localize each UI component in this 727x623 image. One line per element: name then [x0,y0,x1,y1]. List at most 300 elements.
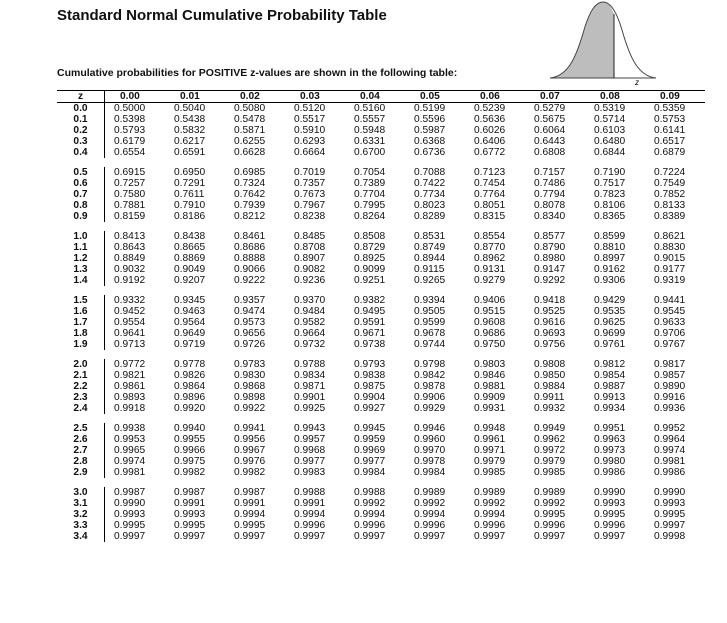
probability-cell: 0.5040 [174,103,206,114]
probability-cell: 0.8708 [294,242,326,253]
probability-cell: 0.9713 [114,339,146,350]
probability-cell: 0.9995 [534,509,566,520]
probability-cell: 0.9989 [474,487,506,498]
probability-cell: 0.9656 [234,328,266,339]
probability-cell: 0.9177 [654,264,686,275]
probability-cell: 0.9976 [234,456,266,467]
probability-cell: 0.9997 [594,531,626,542]
probability-cell: 0.9850 [534,370,566,381]
probability-cell: 0.9985 [534,467,566,478]
probability-cell: 0.6985 [234,167,266,178]
header-col: 0.08 [600,91,620,102]
probability-cell: 0.9817 [654,359,686,370]
probability-cell: 0.9920 [174,403,206,414]
probability-cell: 0.6368 [414,136,446,147]
probability-cell: 0.9857 [654,370,686,381]
probability-cell: 0.9808 [534,359,566,370]
row-z-value: 1.5 [57,295,105,306]
probability-cell: 0.9812 [594,359,626,370]
row-z-value: 3.1 [57,498,105,509]
probability-cell: 0.9989 [534,487,566,498]
probability-cell: 0.9982 [174,467,206,478]
table-row [57,423,705,434]
probability-cell: 0.9980 [594,456,626,467]
probability-cell: 0.9962 [534,434,566,445]
probability-cell: 0.8315 [474,211,506,222]
probability-cell: 0.9147 [534,264,566,275]
probability-cell: 0.9616 [534,317,566,328]
probability-cell: 0.9732 [294,339,326,350]
probability-cell: 0.9898 [234,392,266,403]
probability-cell: 0.9868 [234,381,266,392]
normal-curve-illustration [548,0,658,86]
probability-cell: 0.9881 [474,381,506,392]
probability-cell: 0.6808 [534,147,566,158]
row-z-value: 0.4 [57,147,105,158]
probability-cell: 0.8133 [654,200,686,211]
probability-cell: 0.8186 [174,211,206,222]
probability-cell: 0.9992 [534,498,566,509]
probability-cell: 0.9778 [174,359,206,370]
probability-cell: 0.8289 [414,211,446,222]
probability-cell: 0.9192 [114,275,146,286]
probability-cell: 0.9633 [654,317,686,328]
probability-cell: 0.8508 [354,231,386,242]
probability-cell: 0.9994 [414,509,446,520]
probability-cell: 0.9982 [234,467,266,478]
probability-cell: 0.7422 [414,178,446,189]
row-z-value: 2.5 [57,423,105,434]
row-z-value: 3.4 [57,531,105,542]
table-row [57,231,705,242]
probability-cell: 0.6480 [594,136,626,147]
probability-cell: 0.8078 [534,200,566,211]
probability-cell: 0.9967 [234,445,266,456]
probability-cell: 0.8749 [414,242,446,253]
probability-cell: 0.9997 [174,531,206,542]
probability-cell: 0.7454 [474,178,506,189]
probability-cell: 0.9582 [294,317,326,328]
probability-cell: 0.8413 [114,231,146,242]
probability-cell: 0.8944 [414,253,446,264]
header-col: 0.09 [660,91,680,102]
probability-cell: 0.9099 [354,264,386,275]
probability-cell: 0.9887 [594,381,626,392]
probability-cell: 0.9032 [114,264,146,275]
row-z-value: 2.8 [57,456,105,467]
table-row [57,467,705,478]
probability-cell: 0.9993 [114,509,146,520]
probability-cell: 0.9993 [174,509,206,520]
probability-cell: 0.7939 [234,200,266,211]
probability-cell: 0.7734 [414,189,446,200]
probability-cell: 0.5000 [114,103,146,114]
table-row [57,189,705,200]
probability-cell: 0.7357 [294,178,326,189]
probability-cell: 0.8869 [174,253,206,264]
probability-cell: 0.9875 [354,381,386,392]
probability-cell: 0.8212 [234,211,266,222]
probability-cell: 0.9927 [354,403,386,414]
probability-cell: 0.9995 [654,509,686,520]
probability-cell: 0.9846 [474,370,506,381]
probability-cell: 0.8485 [294,231,326,242]
probability-cell: 0.9986 [594,467,626,478]
probability-cell: 0.8340 [534,211,566,222]
probability-cell: 0.9993 [654,498,686,509]
row-z-value: 1.3 [57,264,105,275]
probability-cell: 0.9515 [474,306,506,317]
probability-cell: 0.9761 [594,339,626,350]
probability-cell: 0.9996 [414,520,446,531]
probability-cell: 0.9357 [234,295,266,306]
probability-cell: 0.9306 [594,275,626,286]
probability-cell: 0.9793 [354,359,386,370]
probability-cell: 0.9996 [534,520,566,531]
probability-cell: 0.9463 [174,306,206,317]
row-z-value: 1.6 [57,306,105,317]
probability-cell: 0.9963 [594,434,626,445]
probability-cell: 0.8907 [294,253,326,264]
probability-cell: 0.9940 [174,423,206,434]
table-row [57,403,705,414]
row-z-value: 2.7 [57,445,105,456]
probability-cell: 0.9842 [414,370,446,381]
table-header-row [57,90,705,103]
table-row [57,264,705,275]
z-table [57,90,705,551]
probability-cell: 0.8051 [474,200,506,211]
probability-cell: 0.9988 [354,487,386,498]
probability-cell: 0.9956 [234,434,266,445]
probability-cell: 0.9934 [594,403,626,414]
probability-cell: 0.9798 [414,359,446,370]
table-row [57,487,705,498]
probability-cell: 0.9750 [474,339,506,350]
probability-cell: 0.9949 [534,423,566,434]
probability-cell: 0.9998 [654,531,686,542]
probability-cell: 0.9207 [174,275,206,286]
probability-cell: 0.9974 [114,456,146,467]
probability-cell: 0.9932 [534,403,566,414]
probability-cell: 0.8264 [354,211,386,222]
header-col: 0.06 [480,91,500,102]
probability-cell: 0.8665 [174,242,206,253]
probability-cell: 0.8599 [594,231,626,242]
header-col: 0.00 [120,91,140,102]
probability-cell: 0.9987 [234,487,266,498]
probability-cell: 0.9994 [294,509,326,520]
probability-cell: 0.9693 [534,328,566,339]
row-z-value: 3.0 [57,487,105,498]
probability-cell: 0.9996 [294,520,326,531]
probability-cell: 0.8023 [414,200,446,211]
probability-cell: 0.9767 [654,339,686,350]
probability-cell: 0.9279 [474,275,506,286]
table-row [57,339,705,350]
probability-cell: 0.9236 [294,275,326,286]
probability-cell: 0.7486 [534,178,566,189]
probability-cell: 0.9783 [234,359,266,370]
probability-cell: 0.9990 [654,487,686,498]
table-row [57,498,705,509]
table-row [57,306,705,317]
probability-cell: 0.7088 [414,167,446,178]
probability-cell: 0.7224 [654,167,686,178]
probability-cell: 0.7123 [474,167,506,178]
row-z-value: 0.3 [57,136,105,147]
probability-cell: 0.8621 [654,231,686,242]
probability-cell: 0.8790 [534,242,566,253]
probability-cell: 0.9878 [414,381,446,392]
table-row [57,370,705,381]
probability-cell: 0.9131 [474,264,506,275]
table-row [57,328,705,339]
probability-cell: 0.9803 [474,359,506,370]
probability-cell: 0.9985 [474,467,506,478]
probability-cell: 0.9991 [234,498,266,509]
probability-cell: 0.9545 [654,306,686,317]
probability-cell: 0.9505 [414,306,446,317]
probability-cell: 0.9864 [174,381,206,392]
probability-cell: 0.9945 [354,423,386,434]
probability-cell: 0.9983 [294,467,326,478]
probability-cell: 0.9929 [414,403,446,414]
probability-cell: 0.9744 [414,339,446,350]
probability-cell: 0.9965 [114,445,146,456]
probability-cell: 0.9838 [354,370,386,381]
row-group [57,487,705,542]
row-group [57,359,705,414]
probability-cell: 0.9066 [234,264,266,275]
probability-cell: 0.8438 [174,231,206,242]
table-row [57,178,705,189]
table-caption: Cumulative probabilities for POSITIVE z-values are shown in the following table: [57,67,458,79]
probability-cell: 0.9345 [174,295,206,306]
probability-cell: 0.7190 [594,167,626,178]
probability-cell: 0.9990 [594,487,626,498]
probability-cell: 0.7549 [654,178,686,189]
probability-cell: 0.6628 [234,147,266,158]
probability-cell: 0.9993 [594,498,626,509]
probability-cell: 0.9429 [594,295,626,306]
table-row [57,531,705,542]
probability-cell: 0.6844 [594,147,626,158]
probability-cell: 0.9979 [474,456,506,467]
row-z-value: 0.2 [57,125,105,136]
probability-cell: 0.5319 [594,103,626,114]
probability-cell: 0.8925 [354,253,386,264]
probability-cell: 0.9452 [114,306,146,317]
probability-cell: 0.9484 [294,306,326,317]
probability-cell: 0.9418 [534,295,566,306]
probability-cell: 0.9955 [174,434,206,445]
table-row [57,242,705,253]
table-row [57,167,705,178]
probability-cell: 0.9957 [294,434,326,445]
probability-cell: 0.9788 [294,359,326,370]
row-z-value: 0.7 [57,189,105,200]
probability-cell: 0.9997 [414,531,446,542]
probability-cell: 0.9834 [294,370,326,381]
header-col: 0.07 [540,91,560,102]
probability-cell: 0.9992 [474,498,506,509]
header-z: z [57,91,105,102]
probability-cell: 0.9997 [354,531,386,542]
table-row [57,103,705,114]
probability-cell: 0.9974 [654,445,686,456]
row-group [57,103,705,158]
row-z-value: 0.1 [57,114,105,125]
probability-cell: 0.5714 [594,114,626,125]
probability-cell: 0.6736 [414,147,446,158]
probability-cell: 0.9826 [174,370,206,381]
probability-cell: 0.9893 [114,392,146,403]
page-title: Standard Normal Cumulative Probability Table [57,7,387,24]
probability-cell: 0.9049 [174,264,206,275]
probability-cell: 0.6406 [474,136,506,147]
table-row [57,136,705,147]
probability-cell: 0.9251 [354,275,386,286]
probability-cell: 0.9649 [174,328,206,339]
probability-cell: 0.6443 [534,136,566,147]
probability-cell: 0.9994 [474,509,506,520]
probability-cell: 0.9995 [174,520,206,531]
probability-cell: 0.5160 [354,103,386,114]
probability-cell: 0.9991 [294,498,326,509]
probability-cell: 0.9082 [294,264,326,275]
probability-cell: 0.9992 [354,498,386,509]
probability-cell: 0.6664 [294,147,326,158]
probability-cell: 0.6179 [114,136,146,147]
probability-cell: 0.9525 [534,306,566,317]
probability-cell: 0.7764 [474,189,506,200]
probability-cell: 0.9918 [114,403,146,414]
row-z-value: 1.9 [57,339,105,350]
probability-cell: 0.8643 [114,242,146,253]
probability-cell: 0.9991 [174,498,206,509]
probability-cell: 0.9953 [114,434,146,445]
probability-cell: 0.9996 [474,520,506,531]
probability-cell: 0.9996 [354,520,386,531]
probability-cell: 0.9906 [414,392,446,403]
probability-cell: 0.9772 [114,359,146,370]
probability-cell: 0.9931 [474,403,506,414]
probability-cell: 0.6141 [654,125,686,136]
probability-cell: 0.9936 [654,403,686,414]
probability-cell: 0.9686 [474,328,506,339]
probability-cell: 0.9925 [294,403,326,414]
probability-cell: 0.7291 [174,178,206,189]
probability-cell: 0.5557 [354,114,386,125]
curve-z-label: z [635,78,639,86]
table-row [57,253,705,264]
probability-cell: 0.9608 [474,317,506,328]
table-row [57,275,705,286]
probability-cell: 0.6331 [354,136,386,147]
probability-cell: 0.9975 [174,456,206,467]
probability-cell: 0.9394 [414,295,446,306]
probability-cell: 0.9706 [654,328,686,339]
probability-cell: 0.9984 [414,467,446,478]
probability-cell: 0.8238 [294,211,326,222]
table-row [57,317,705,328]
probability-cell: 0.9821 [114,370,146,381]
row-z-value: 1.2 [57,253,105,264]
probability-cell: 0.9916 [654,392,686,403]
row-group [57,231,705,286]
probability-cell: 0.7642 [234,189,266,200]
probability-cell: 0.9573 [234,317,266,328]
table-row [57,125,705,136]
probability-cell: 0.9970 [414,445,446,456]
probability-cell: 0.9964 [654,434,686,445]
probability-cell: 0.9946 [414,423,446,434]
probability-cell: 0.9554 [114,317,146,328]
probability-cell: 0.9994 [234,509,266,520]
probability-cell: 0.8770 [474,242,506,253]
row-group [57,167,705,222]
probability-cell: 0.9332 [114,295,146,306]
probability-cell: 0.6554 [114,147,146,158]
probability-cell: 0.9319 [654,275,686,286]
probability-cell: 0.9678 [414,328,446,339]
table-row [57,114,705,125]
row-z-value: 2.4 [57,403,105,414]
shaded-area [550,2,614,78]
table-row [57,381,705,392]
probability-cell: 0.9952 [654,423,686,434]
probability-cell: 0.5120 [294,103,326,114]
probability-cell: 0.9996 [594,520,626,531]
probability-cell: 0.9871 [294,381,326,392]
probability-cell: 0.9941 [234,423,266,434]
probability-cell: 0.5359 [654,103,686,114]
row-z-value: 1.0 [57,231,105,242]
probability-cell: 0.5239 [474,103,506,114]
probability-cell: 0.9984 [354,467,386,478]
probability-cell: 0.9726 [234,339,266,350]
probability-cell: 0.9966 [174,445,206,456]
probability-cell: 0.6255 [234,136,266,147]
probability-cell: 0.7019 [294,167,326,178]
header-col: 0.05 [420,91,440,102]
probability-cell: 0.9222 [234,275,266,286]
probability-cell: 0.9994 [354,509,386,520]
probability-cell: 0.5438 [174,114,206,125]
table-row [57,295,705,306]
probability-cell: 0.7054 [354,167,386,178]
probability-cell: 0.9756 [534,339,566,350]
probability-cell: 0.9995 [594,509,626,520]
probability-cell: 0.9370 [294,295,326,306]
row-z-value: 0.9 [57,211,105,222]
probability-cell: 0.8849 [114,253,146,264]
probability-cell: 0.6217 [174,136,206,147]
probability-cell: 0.7257 [114,178,146,189]
probability-cell: 0.9971 [474,445,506,456]
probability-cell: 0.7580 [114,189,146,200]
probability-cell: 0.7967 [294,200,326,211]
probability-cell: 0.9997 [474,531,506,542]
probability-cell: 0.9997 [654,520,686,531]
probability-cell: 0.7910 [174,200,206,211]
probability-cell: 0.9977 [354,456,386,467]
header-col: 0.04 [360,91,380,102]
row-z-value: 0.0 [57,103,105,114]
probability-cell: 0.6772 [474,147,506,158]
probability-cell: 0.9973 [594,445,626,456]
